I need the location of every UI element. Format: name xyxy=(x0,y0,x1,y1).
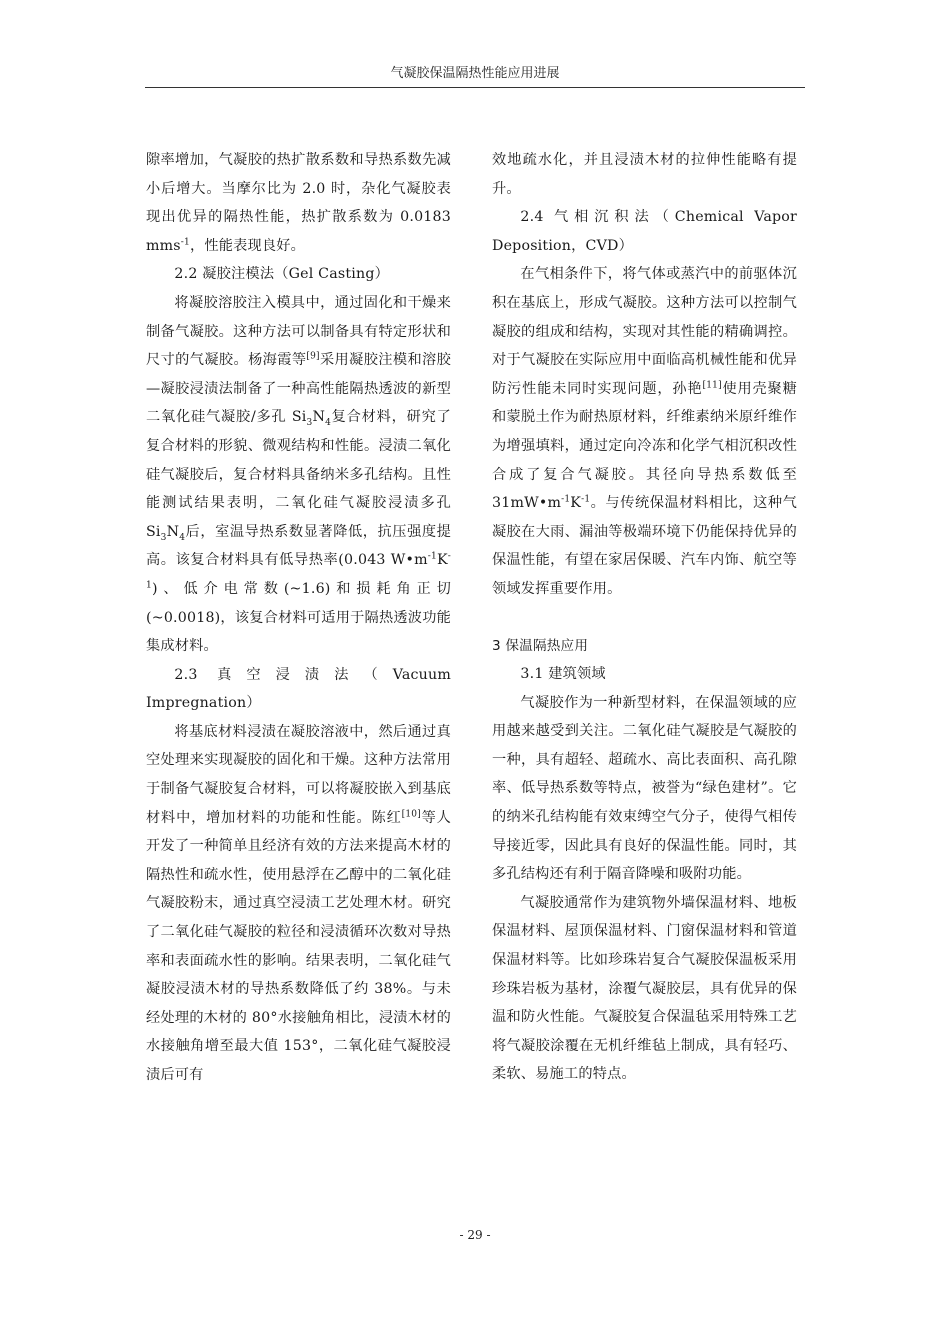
running-header: 气凝胶保温隔热性能应用进展 xyxy=(390,66,560,81)
paragraph-building-uses: 气凝胶通常作为建筑物外墙保温材料、地板保温材料、屋顶保温材料、门窗保温材料和管道保温材料等。比如珍珠岩复合气凝胶保温板采用珍珠岩板为基材，涂覆气凝胶层，具有优异的保温和防火性能。气凝胶复合保温毡采用特殊工艺将气凝胶涂覆在无机纤维毡上制成，具有轻巧、柔软、易施工的特点。 xyxy=(492,894,797,1083)
heading-3-insulation-applications: 3 保温隔热应用 xyxy=(492,637,589,654)
heading-2-3-vacuum-impregnation: 2.3 真空浸渍法（Vacuum Impregnation） xyxy=(146,666,451,712)
left-column xyxy=(146,146,451,1090)
heading-2-2-gel-casting: 2.2 凝胶注模法（Gel Casting） xyxy=(174,266,390,283)
citation-ref-11: [11] xyxy=(702,380,722,391)
citation-ref-9: [9] xyxy=(306,351,320,362)
paragraph-cvd: 在气相条件下，将气体或蒸汽中的前驱体沉积在基底上，形成气凝胶。这种方法可以控制气凝胶的组成和结构，实现对其性能的精确调控。对于气凝胶在实际应用中面临高机械性能和优异防污性能未同时实现问题，孙艳[11]使用壳聚糖和蒙脱土作为耐热原材料，纤维素纳米原纤维作为增强填料，通过定向冷冻和化学气相沉积改性合成了复合气凝胶。其径向导热系数低至 $31mW•m^{-1}K^{-1}$。与传统保温材料相比，这种气凝胶在大雨、漏油等极端环境下仍能保持优异的保温性能，有望在家居保暖、汽车内饰、航空等领域发挥重要作用。 xyxy=(492,266,797,597)
heading-2-4-cvd: 2.4 气相沉积法（Chemical Vapor Deposition，CVD） xyxy=(492,209,797,254)
page-number: - 29 - xyxy=(459,1228,491,1242)
citation-ref-10: [10] xyxy=(401,808,421,819)
header-rule xyxy=(145,87,805,88)
paragraph-thermal-diffusivity: 隙率增加，气凝胶的热扩散系数和导热系数先减小后增大。当摩尔比为 2.0 时，杂化气凝胶表现出优异的隔热性能，热扩散系数为 0.0183 mms$^{-1}$，性能表现良好。 xyxy=(146,152,451,254)
heading-3-1-building: 3.1 建筑领域 xyxy=(520,666,606,683)
paragraph-building-aerogel: 气凝胶作为一种新型材料，在保温领域的应用越来越受到关注。二氧化硅气凝胶是气凝胶的一种，具有超轻、超疏水、高比表面积、高孔隙率、低导热系数等特点，被誉为“绿色建材”。它的纳米孔结构能有效束缚空气分子，使得气相传导接近零，因此具有良好的保温性能。同时，其多孔结构还有利于隔音降噪和吸附功能。 xyxy=(492,694,797,883)
section-spacer xyxy=(492,604,797,632)
right-column xyxy=(492,146,797,1089)
paragraph-vacuum-impregnation: 将基底材料浸渍在凝胶溶液中，然后通过真空处理来实现凝胶的固化和干燥。这种方法常用于制备气凝胶复合材料，可以将凝胶嵌入到基底材料中，增加材料的功能和性能。陈红[10]等人开发了一种简单且经济有效的方法来提高木材的隔热性和疏水性，使用悬浮在乙醇中的二氧化硅气凝胶粉末，通过真空浸渍工艺处理木材。研究了二氧化硅气凝胶的粒径和浸渍循环次数对导热率和表面疏水性的影响。结果表明，二氧化硅气凝胶浸渍木材的导热系数降低了约 38%。与未经处理的木材的 80°水接触角相比，浸渍木材的水接触角增至最大值 153°，二氧化硅气凝胶浸渍后可有 xyxy=(146,723,451,1083)
paragraph-continuation: 效地疏水化，并且浸渍木材的拉伸性能略有提升。 xyxy=(492,152,797,197)
paragraph-gel-casting: 将凝胶溶胶注入模具中，通过固化和干燥来制备气凝胶。这种方法可以制备具有特定形状和尺寸的气凝胶。杨海霞等[9]采用凝胶注模和溶胶—凝胶浸渍法制备了一种高性能隔热透波的新型二氧化硅气凝胶/多孔 $Si_3N_4$复合材料，研究了复合材料的形貌、微观结构和性能。浸渍二氧化硅气凝胶后，复合材料具备纳米多孔结构。且性能测试结果表明，二氧化硅气凝胶浸渍多孔 $Si_3N_4$后，室温导热系数显著降低，抗压强度提高。该复合材料具有低导热率(0.043 $W•m^{-1}K^{-1}$)、低介电常数(~1.6)和损耗角正切 (~0.0018)，该复合材料可适用于隔热透波功能集成材料。 xyxy=(146,294,451,655)
